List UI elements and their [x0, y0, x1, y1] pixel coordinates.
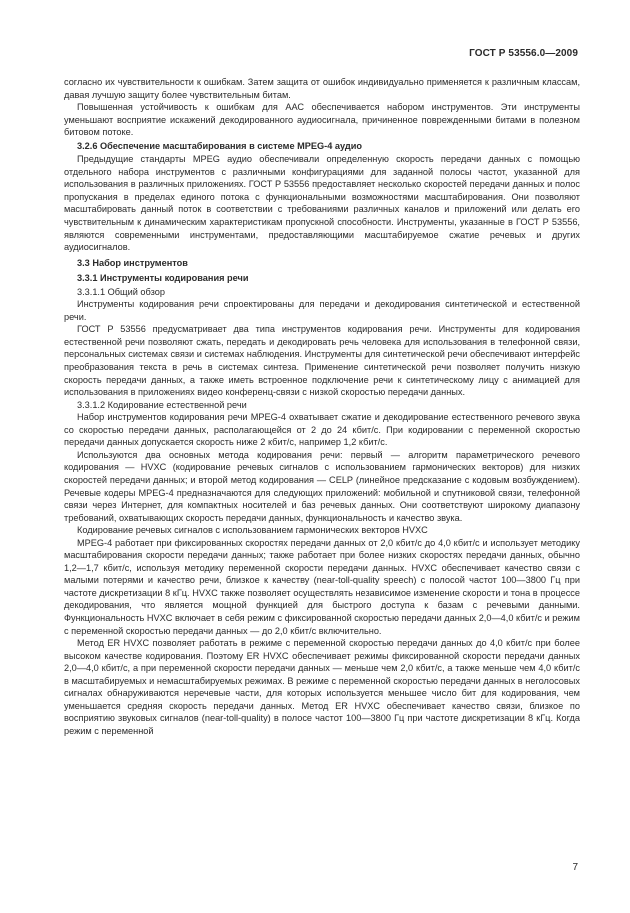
paragraph: согласно их чувствительности к ошибкам. Затем защита от ошибок индивидуально применяется к различным классам, давая лучшую защиту более чувствительным битам.: [64, 77, 580, 100]
paragraph: Повышенная устойчивость к ошибкам для ААС обеспечивается набором инструментов. Эти инструменты уменьшают восприятие искажений декодированного аудиосигнала, причиненное поврежденными битами в полезном битовом потоке.: [64, 102, 580, 138]
paragraph: Набор инструментов кодирования речи MPEG-4 охватывает сжатие и декодирование естественного речевого звука со скоростью передачи данных, располагающейся от 2 до 24 кбит/с. При кодировании с переменной скоростью передачи данных допускается скорость ниже 2 кбит/с, например 1,2 кбит/с.: [64, 412, 580, 448]
paragraph: Метод ER HVXC позволяет работать в режиме с переменной скоростью передачи данных до 4,0 кбит/с при более высоком качестве кодирования. Поэтому ER HVXC обеспечивает режимы фиксированной скорости передачи данных 2,0—4,0 кбит/с, а при переменной скорости передачи данных — меньше чем 2,0 кбит/с, а также меньше чем 4,0 кбит/с в масштабируемых и немасштабируемых режимах. В режиме с переменной скоростью передачи данных в неголосовых сигналах обнаруживаются неречевые части, для которых используется меньшее число бит для кодирования, чем уменьшается средняя скорость передачи данных. Метод ER HVXC обеспечивает качество связи, близкое по восприятию звуковых сигналов (near-toll-quality) в полосе частот 100—3800 Гц при частоте дискретизации 8 кГц. Когда режим с переменной: [64, 638, 580, 736]
paragraph: Инструменты кодирования речи спроектированы для передачи и декодирования синтетической и естественной речи.: [64, 299, 580, 322]
section-heading: 3.3 Набор инструментов: [77, 257, 188, 268]
paragraph: MPEG-4 работает при фиксированных скоростях передачи данных от 2,0 кбит/с до 4,0 кбит/с и использует методику масштабирования скорости передачи данных; также работает при более низких скоростях передачи данных, обычно 1,2—1,7 кбит/с, используя методику переменной скорости передачи данных. HVXC обеспечивает качество связи с малыми потерями и качество речи, близкое к качеству (near-toll-quality speech) с полосой частот 100—3800 Гц при частоте дискретизации 8 кГц. HVXC также позволяет осуществлять независимое изменение скорости и тона в процессе декодирования, что является мощной функцией для быстрого доступа к базам с речевыми данными. Функциональность HVXC включает в себя режим с фиксированной скоростью передачи данных 2,0—4,0 кбит/с и режим с переменной скоростью передачи данных — до 2,0 кбит/с включительно.: [64, 537, 580, 636]
standard-header: ГОСТ Р 53556.0—2009: [469, 48, 578, 59]
paragraph: Используются два основных метода кодирования речи: первый — алгоритм параметрического речевого кодирования — HVXC (кодирование речевых сигналов с использованием гармонических векторов) для низких скоростей передачи данных; и второй метод кодирования — CELP (линейное предсказание с кодовым возбуждением). Речевые кодеры MPEG-4 предназначаются для следующих приложений: мобильной и спутниковой связи, телефонной связи через Интернет, для компактных носителей и баз речевых данных. Они соответствуют широкому диапазону требований, охватывающих скорость передачи данных, функциональность и качество звука.: [64, 449, 580, 523]
document-body: [64, 76, 580, 737]
section-heading: 3.3.1 Инструменты кодирования речи: [77, 273, 249, 284]
paragraph: Предыдущие стандарты MPEG аудио обеспечивали определенную скорость передачи данных с помощью отдельного набора инструментов с различными конфигурациями для заданной полосы частот, указанной для использования в различных приложениях. ГОСТ Р 53556 предоставляет несколько скоростей передачи данных и полос пропускания в пределах единого потока с функциональными возможностями масштабирования. Они позволяют масштабировать данный поток в соответствии с требованиями различных каналов и приложений или делать его чувствительным к динамическим характеристикам пропускной способности. Инструменты, указанные в ГОСТ Р 53556, являются современными инструментами, предоставляющими масштабируемое сжатие речевых и других аудиосигналов.: [64, 154, 580, 253]
subsection-heading: 3.3.1.1 Общий обзор: [77, 286, 165, 297]
page-number: 7: [572, 862, 578, 873]
subsection-heading: Кодирование речевых сигналов с использованием гармонических векторов HVXC: [77, 525, 428, 536]
section-heading: 3.2.6 Обеспечение масштабирования в системе MPEG-4 аудио: [77, 140, 362, 151]
paragraph: ГОСТ Р 53556 предусматривает два типа инструментов кодирования речи. Инструменты для кодирования естественной речи позволяют сжать, передать и декодировать речь человека для использования в телефонной связи, персональных системах связи и системах наблюдения. Инструменты для синтетической речи обеспечивают интерфейс преобразования текста в речь в системах синтеза. Применение синтетической речи позволяет получить низкую скорость передачи данных, а также иметь встроенное подключение речи к синтетическому лицу с анимацией для использования в приложениях видео конференц-связи с низкой скоростью передачи данных.: [64, 324, 580, 398]
subsection-heading: 3.3.1.2 Кодирование естественной речи: [77, 399, 247, 410]
